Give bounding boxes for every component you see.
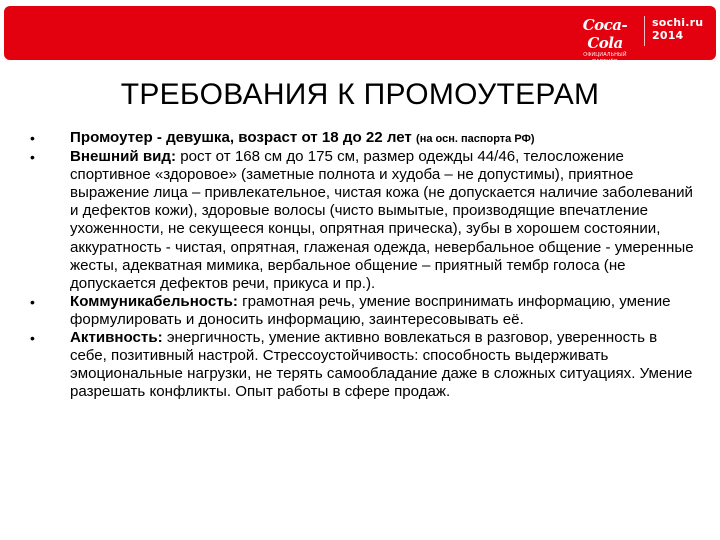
sochi-logo-line2: 2014 xyxy=(652,29,684,42)
requirement-text: энергичность, умение активно вовлекаться в разговор, уверенность в себе, позитивный настрой. Стрессоустойчивость: способность выдерживать эмоциональные нагрузки, не терять самообладание даже в сложных ситуациях. Умение разрешать конфликты. Опыт работы в сфере продаж. xyxy=(70,329,693,401)
bullet-icon: • xyxy=(30,130,35,146)
sochi-2014-logo xyxy=(652,16,708,48)
bullet-icon: • xyxy=(30,149,35,166)
coca-cola-logo xyxy=(574,16,636,65)
requirement-note: (на осн. паспорта РФ) xyxy=(416,133,535,145)
requirement-lead: Коммуникабельность: xyxy=(70,292,238,310)
requirement-communication xyxy=(30,293,694,329)
requirements-list xyxy=(30,129,694,401)
requirement-age xyxy=(30,129,694,148)
requirement-lead: Промоутер - девушка, возраст от 18 до 22 лет xyxy=(70,129,412,146)
requirement-text: грамотная речь, умение воспринимать информацию, умение формулировать и доносить информацию, заинтересовывать её. xyxy=(70,292,671,328)
bullet-icon: • xyxy=(30,330,35,347)
requirement-lead: Активность: xyxy=(70,329,163,347)
requirement-activity xyxy=(30,329,694,401)
requirement-appearance xyxy=(30,148,694,293)
requirement-lead: Внешний вид: xyxy=(70,148,177,166)
bullet-icon: • xyxy=(30,293,35,310)
requirement-text: рост от 168 см до 175 см, размер одежды 44/46, телосложение спортивное «здоровое» (заметные полнота и худоба – не допустимы), приятное выражение лица – привлекательное, чистая кожа (не допускается наличие заболеваний и дефектов кожи), здоровые волосы (чисто вымытые, производящие впечатление ухоженности, не секущееся концы, опрятная прическа), зубы в хорошем состоянии, аккуратность - чистая, опрятная, глаженая одежда, невербальное общение - умеренные жесты, адекватная мимика, вербальное общение – приятный тембр голоса (не допускается дефектов речи, прикуса и пр.). xyxy=(70,148,694,292)
logo-divider xyxy=(644,16,645,46)
coca-cola-tagline: ОФИЦИАЛЬНЫЙ ПАРТНЁР xyxy=(583,52,627,65)
page-title: ТРЕБОВАНИЯ К ПРОМОУТЕРАМ xyxy=(120,78,600,111)
sochi-logo-line1: sochi.ru xyxy=(652,16,704,29)
coca-cola-wordmark: Coca-Cola xyxy=(582,16,628,52)
